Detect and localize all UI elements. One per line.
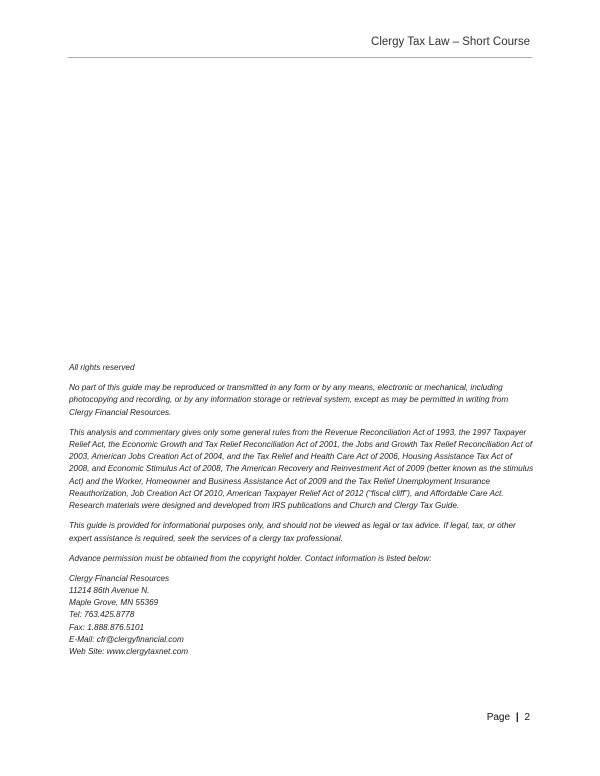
page-label: Page: [486, 712, 511, 723]
header-divider: [68, 57, 532, 58]
contact-fax: Fax: 1.888.876.5101: [69, 622, 145, 632]
contact-address-block: [69, 573, 534, 659]
disclaimer-paragraph: This guide is provided for informational purposes only, and should not be viewed as legal or tax advice. If legal, tax, or other expert assistance is required, seek the services of a clergy tax professional.: [69, 521, 516, 543]
contact-city: Maple Grove, MN 55369: [69, 598, 159, 608]
rights-statement: All rights reserved: [69, 363, 135, 372]
contact-tel: Tel: 763.425.8778: [69, 610, 135, 620]
page-footer: [487, 712, 530, 723]
analysis-paragraph: This analysis and commentary gives only some general rules from the Revenue Reconciliation Act of 1993, the 1997 Taxpayer Relief Act, the Economic Growth and Tax Relief Reconciliation Act of 2001, the Jobs and Growth Tax Relief Reconciliation Act of 2003, American Jobs Creation Act of 2004, and the Tax Relief and Health Care Act of 2006, Housing Assistance Tax Act of 2008, and Economic Stimulus Act of 2008, The American Recovery and Reinvestment Act of 2009 (better known as the stimulus Act) and the Worker, Homeowner and Business Assistance Act of 2009 and the Tax Relief Unemployment Insurance Reauthorization, Job Creation Act Of 2010, American Taxpayer Relief Act of 2012 (“fiscal cliff”), and Affordable Care Act. Research materials were designed and developed from IRS publications and Church and Clergy Tax Guide.: [69, 427, 534, 511]
contact-company: Clergy Financial Resources: [69, 573, 170, 583]
running-header-title: Clergy Tax Law – Short Course: [371, 36, 530, 48]
contact-street: 11214 86th Avenue N.: [69, 585, 150, 595]
contact-email: E-Mail: cfr@clergyfinancial.com: [69, 635, 184, 645]
page-separator: |: [515, 712, 519, 723]
copyright-notice: [69, 362, 534, 659]
reproduction-paragraph: No part of this guide may be reproduced or transmitted in any form or by any means, electronic or mechanical, including photocopying and recording, or by any information storage or retrieval system, except as may be permitted in writing from Clergy Financial Resources.: [69, 382, 509, 417]
permission-paragraph: Advance permission must be obtained from the copyright holder. Contact information is listed below:: [69, 553, 432, 563]
page-number: 2: [524, 712, 530, 723]
contact-website: Web Site: www.clergytaxnet.com: [69, 647, 189, 657]
